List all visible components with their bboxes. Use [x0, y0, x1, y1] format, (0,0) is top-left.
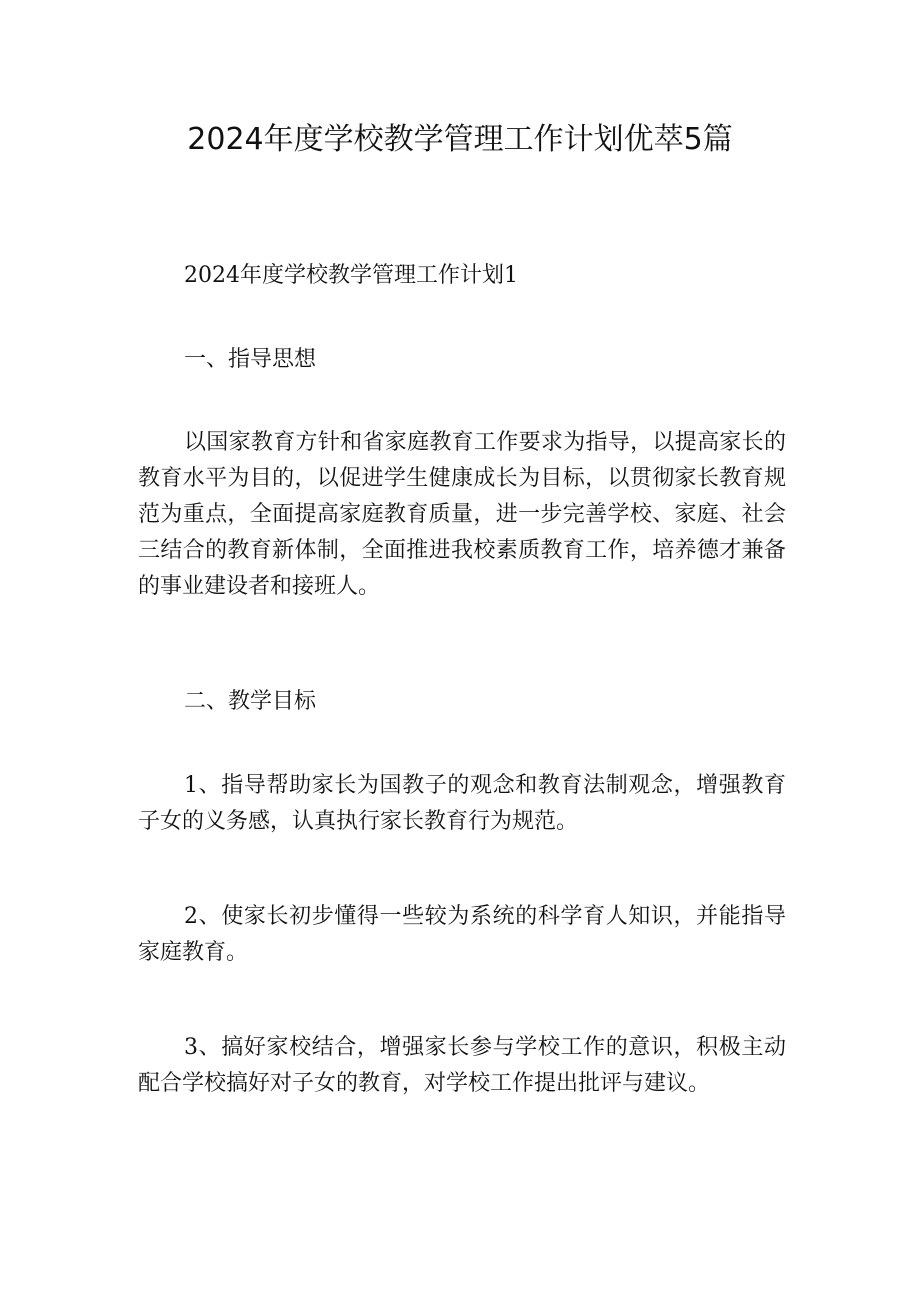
plan-subtitle: 2024年度学校教学管理工作计划1 — [184, 263, 518, 288]
guiding-ideology-paragraph: 以国家教育方针和省家庭教育工作要求为指导，以提高家长的教育水平为目的，以促进学生健康成长为目标，以贯彻家长教育规范为重点，全面提高家庭教育质量，进一步完善学校、家庭、社会三结合的教育新体制，全面推进我校素质教育工作，培养德才兼备的事业建设者和接班人。 — [138, 430, 786, 599]
section-heading-guiding-ideology: 一、指导思想 — [184, 347, 317, 372]
document-title: 2024年度学校教学管理工作计划优萃5篇 — [187, 122, 733, 157]
goal-item-1: 1、指导帮助家长为国教子的观念和教育法制观念，增强教育子女的义务感，认真执行家长教育行为规范。 — [138, 773, 786, 834]
section-heading-teaching-goals: 二、教学目标 — [184, 689, 317, 714]
goal-item-2: 2、使家长初步懂得一些较为系统的科学育人知识，并能指导家庭教育。 — [138, 904, 786, 965]
goal-item-3: 3、搞好家校结合，增强家长参与学校工作的意识，积极主动配合学校搞好对子女的教育，对学校工作提出批评与建议。 — [138, 1035, 786, 1096]
